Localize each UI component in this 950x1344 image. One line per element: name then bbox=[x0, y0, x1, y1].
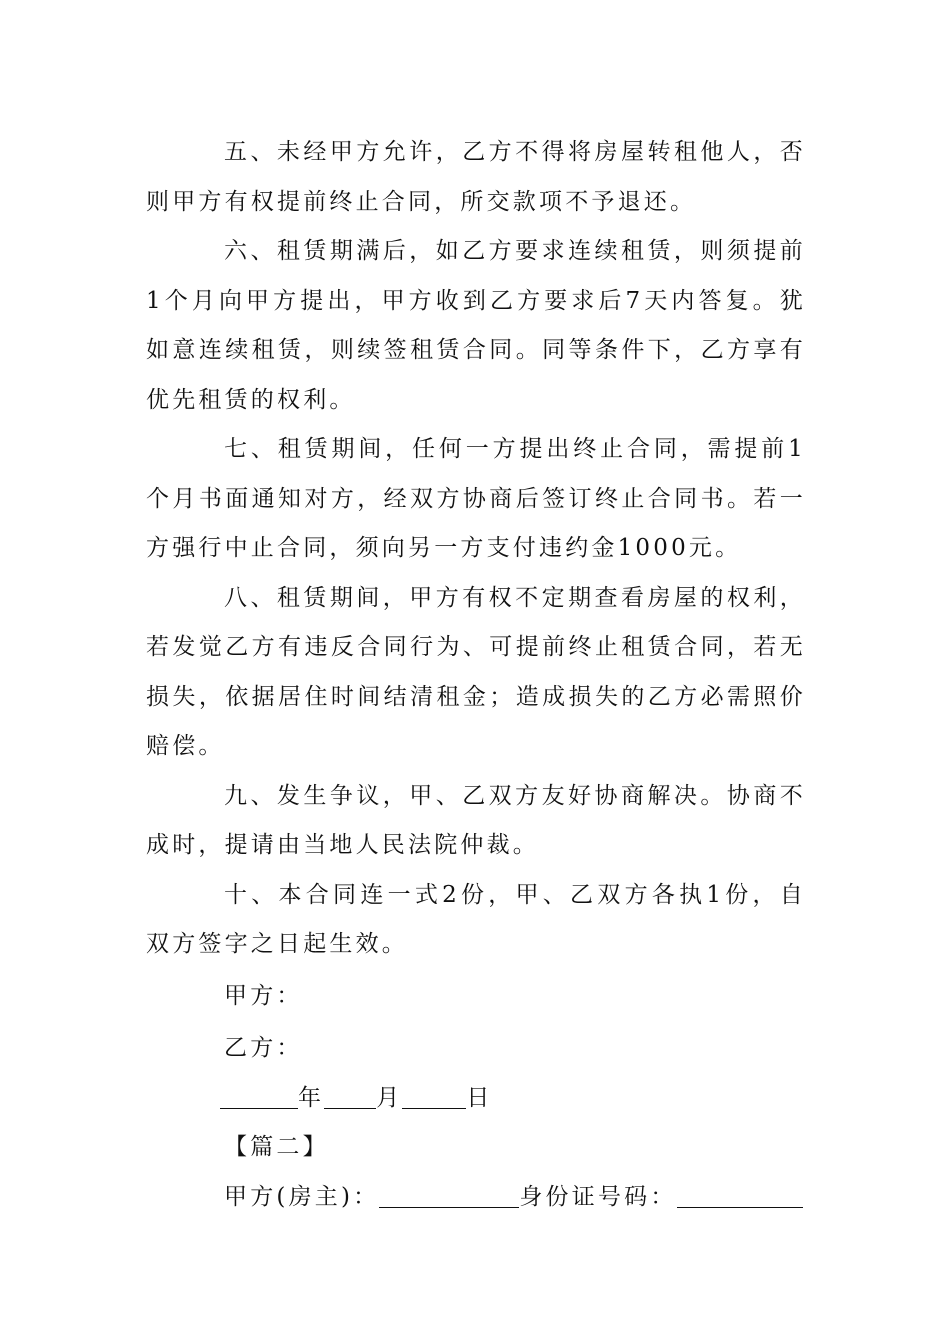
month-blank bbox=[324, 1083, 376, 1109]
landlord-name-blank bbox=[379, 1182, 519, 1208]
document-page bbox=[146, 128, 806, 1222]
party-b-signature-line bbox=[146, 1022, 806, 1074]
id-number-label: 身份证号码： bbox=[519, 1183, 677, 1210]
landlord-label: 甲方(房主)： bbox=[224, 1183, 380, 1210]
section-heading-text: 【篇二】 bbox=[224, 1134, 329, 1160]
clause-10: 十、本合同连一式2份，甲、乙双方各执1份，自双方签字之日起生效。 bbox=[146, 881, 806, 957]
party-a-label: 甲方： bbox=[224, 982, 303, 1009]
section-heading bbox=[146, 1123, 806, 1173]
year-label: 年 bbox=[298, 1084, 325, 1111]
party-a-signature-line bbox=[146, 970, 806, 1022]
day-label: 日 bbox=[466, 1084, 493, 1111]
clause-6: 六、租赁期满后，如乙方要求连续租赁，则须提前1个月向甲方提出，甲方收到乙方要求后7天内答复。犹如意连续租赁，则续签租赁合同。同等条件下，乙方享有优先租赁的权利。 bbox=[146, 238, 806, 413]
clause-5: 五、未经甲方允许，乙方不得将房屋转租他人，否则甲方有权提前终止合同，所交款项不予退还。 bbox=[146, 139, 806, 215]
clause-8: 八、租赁期间，甲方有权不定期查看房屋的权利，若发觉乙方有违反合同行为、可提前终止租赁合同，若无损失，依据居住时间结清租金；造成损失的乙方必需照价赔偿。 bbox=[146, 584, 806, 759]
day-blank bbox=[402, 1083, 466, 1109]
date-line bbox=[146, 1074, 806, 1124]
party-b-label: 乙方： bbox=[224, 1034, 303, 1061]
landlord-line bbox=[146, 1173, 806, 1223]
year-blank bbox=[220, 1083, 298, 1109]
month-label: 月 bbox=[376, 1084, 403, 1111]
id-number-blank bbox=[677, 1182, 803, 1208]
clause-9: 九、发生争议，甲、乙双方友好协商解决。协商不成时，提请由当地人民法院仲裁。 bbox=[146, 782, 806, 858]
clause-7: 七、租赁期间，任何一方提出终止合同，需提前1个月书面通知对方，经双方协商后签订终止合同书。若一方强行中止合同，须向另一方支付违约金1000元。 bbox=[146, 436, 806, 561]
